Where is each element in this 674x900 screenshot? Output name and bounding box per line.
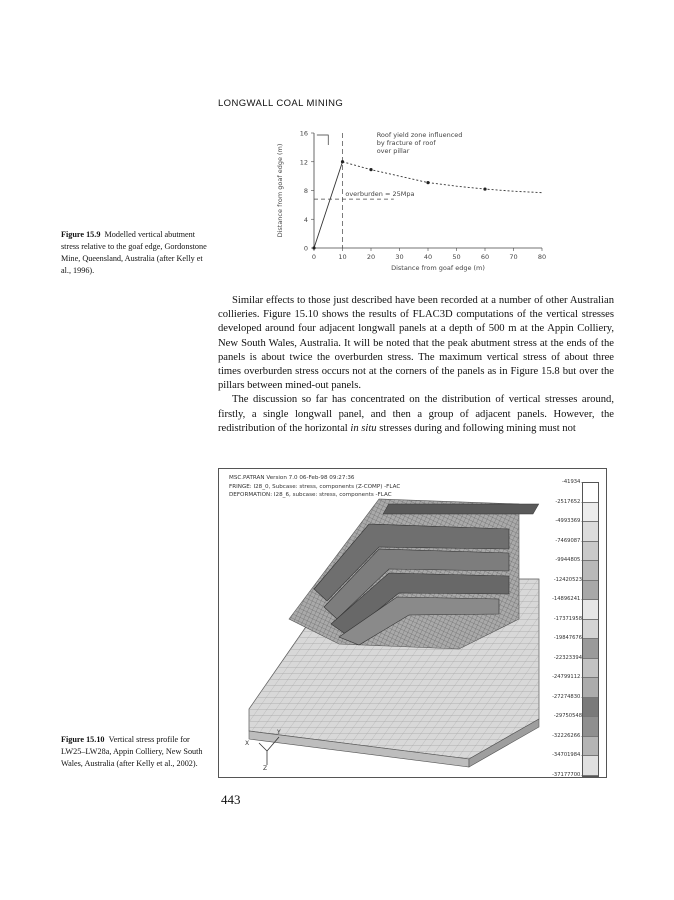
y-tick-label: 4 (303, 215, 308, 224)
legend-color-segment (583, 600, 598, 620)
paragraph-2 (218, 393, 614, 436)
legend-value-label: -27274830. (552, 693, 582, 700)
data-point (426, 181, 429, 184)
x-tick-label: 20 (366, 253, 376, 261)
legend-value-label: -4993369. (555, 518, 582, 525)
paragraph-2-italic: in situ (350, 422, 377, 434)
axis-z-label: Z (263, 765, 268, 772)
legend-color-segment (583, 581, 598, 601)
caption-label: Figure 15.10 (61, 735, 105, 744)
data-point (312, 246, 315, 249)
legend-color-segment (583, 542, 598, 562)
annotation-line: Roof yield zone influenced (376, 131, 463, 139)
x-tick-label: 70 (509, 253, 518, 261)
page-number: 443 (221, 792, 241, 807)
legend-color-segment (583, 717, 598, 737)
legend-value-label: -41934. (561, 479, 582, 485)
legend-value-label: -14896241. (552, 596, 582, 603)
x-axis-title: Distance from goaf edge (m) (391, 264, 485, 272)
x-tick-label: 30 (395, 253, 404, 261)
caption-text: Modelled vertical abutment stress relative to the goaf edge, Gordonstone Mine, Queensland, Australia (after Kelly et al., 1996). (61, 230, 207, 275)
figure-15-10-image (218, 468, 607, 778)
y-tick-label: 0 (303, 244, 308, 253)
legend-value-label: -37177700. (552, 772, 582, 778)
legend-color-segment (583, 503, 598, 523)
stress-mesh-render (219, 469, 549, 777)
legend-color-segment (583, 561, 598, 581)
series-line-decay (343, 162, 543, 193)
caption-label: Figure 15.9 (61, 230, 101, 239)
annotation-line: by fracture of roof (376, 139, 436, 147)
x-tick-label: 60 (480, 253, 490, 261)
figure-15-9-chart (270, 127, 560, 277)
running-head: LONGWALL COAL MINING (218, 98, 344, 109)
overburden-reference-label: overburden = 25Mpa (345, 190, 415, 199)
legend-color-segment (583, 620, 598, 640)
annotation-line: over pillar (376, 147, 410, 155)
paragraph-2-a: The discussion so far has concentrated on the distribution of vertical stresses around, firstly, a single longwall panel, and then a group of adjacent panels. However, the redistribution of the horizontal (218, 394, 614, 434)
patran-header-line: DEFORMATION: I28_6, subcase: stress, components -FLAC (229, 492, 392, 498)
legend-color-segment (583, 659, 598, 679)
data-point (483, 187, 486, 190)
paragraph-1: Similar effects to those just described have been recorded at a number of other Australian collieries. Figure 15.10 shows the results of FLAC3D computations of the vertical stresses developed around four adjacent longwall panels at a depth of 500 m at the Appin Colliery, New South Wales, Australia. It will be noted that the peak abutment stress at the ends of the panels is about twice the overburden stress. The maximum vertical stress of about three times overburden stress occurs not at the corners of the panels as in Figure 15.8 but over the pillars between mined-out panels. (218, 295, 614, 392)
figure-15-10-caption (61, 734, 211, 770)
legend-value-label: -34701984. (552, 752, 582, 759)
color-legend-bar (582, 482, 599, 777)
legend-color-segment (583, 639, 598, 659)
y-tick-label: 8 (303, 187, 308, 195)
body-text (218, 294, 614, 436)
legend-color-segment (583, 737, 598, 757)
series-line-rising (314, 162, 343, 248)
patran-header (229, 474, 400, 500)
legend-color-segment (583, 483, 598, 503)
patran-header-line: MSC.PATRAN Version 7.0 06-Feb-98 09:27:36 (229, 475, 355, 481)
legend-color-segment (583, 698, 598, 718)
y-tick-label: 12 (299, 158, 308, 167)
legend-value-label: -9944805. (555, 557, 582, 564)
data-point (369, 168, 372, 171)
axis-y-label: Y (277, 729, 281, 736)
legend-value-label: -22323394 (553, 654, 582, 661)
y-axis-title: Distance from goaf edge (m) (276, 143, 284, 238)
paragraph-2-b: stresses during and following mining must not (376, 422, 576, 434)
caption-text: Vertical stress profile for LW25–LW28a, Appin Colliery, New South Wales, Australia (after Kelly et al., 2002). (61, 735, 203, 768)
axis-x-label: X (245, 740, 250, 747)
data-point (341, 160, 344, 163)
legend-value-label: -19847676 (553, 635, 582, 642)
legend-value-label: -17371958 (553, 615, 582, 622)
annotation-bracket (317, 135, 328, 145)
figure-15-9-caption (61, 229, 211, 277)
x-tick-label: 10 (338, 253, 347, 261)
legend-value-label: -29750548 (553, 713, 582, 720)
legend-color-segment (583, 756, 598, 776)
y-tick-label: 16 (299, 129, 308, 138)
legend-value-label: -2517652. (555, 498, 582, 505)
legend-color-segment (583, 522, 598, 542)
patran-header-line: FRINGE: I28_0, Subcase: stress, components (Z-COMP) -FLAC (229, 483, 401, 490)
legend-value-label: -12420523 (553, 576, 582, 583)
legend-value-label: -32226266. (552, 732, 582, 739)
x-tick-label: 50 (452, 253, 461, 261)
x-tick-label: 80 (537, 253, 547, 261)
x-tick-label: 0 (311, 253, 317, 261)
x-tick-label: 40 (423, 253, 433, 261)
legend-value-label: -7469087. (555, 537, 582, 544)
legend-color-segment (583, 678, 598, 698)
legend-value-label: -24799112. (552, 674, 582, 681)
